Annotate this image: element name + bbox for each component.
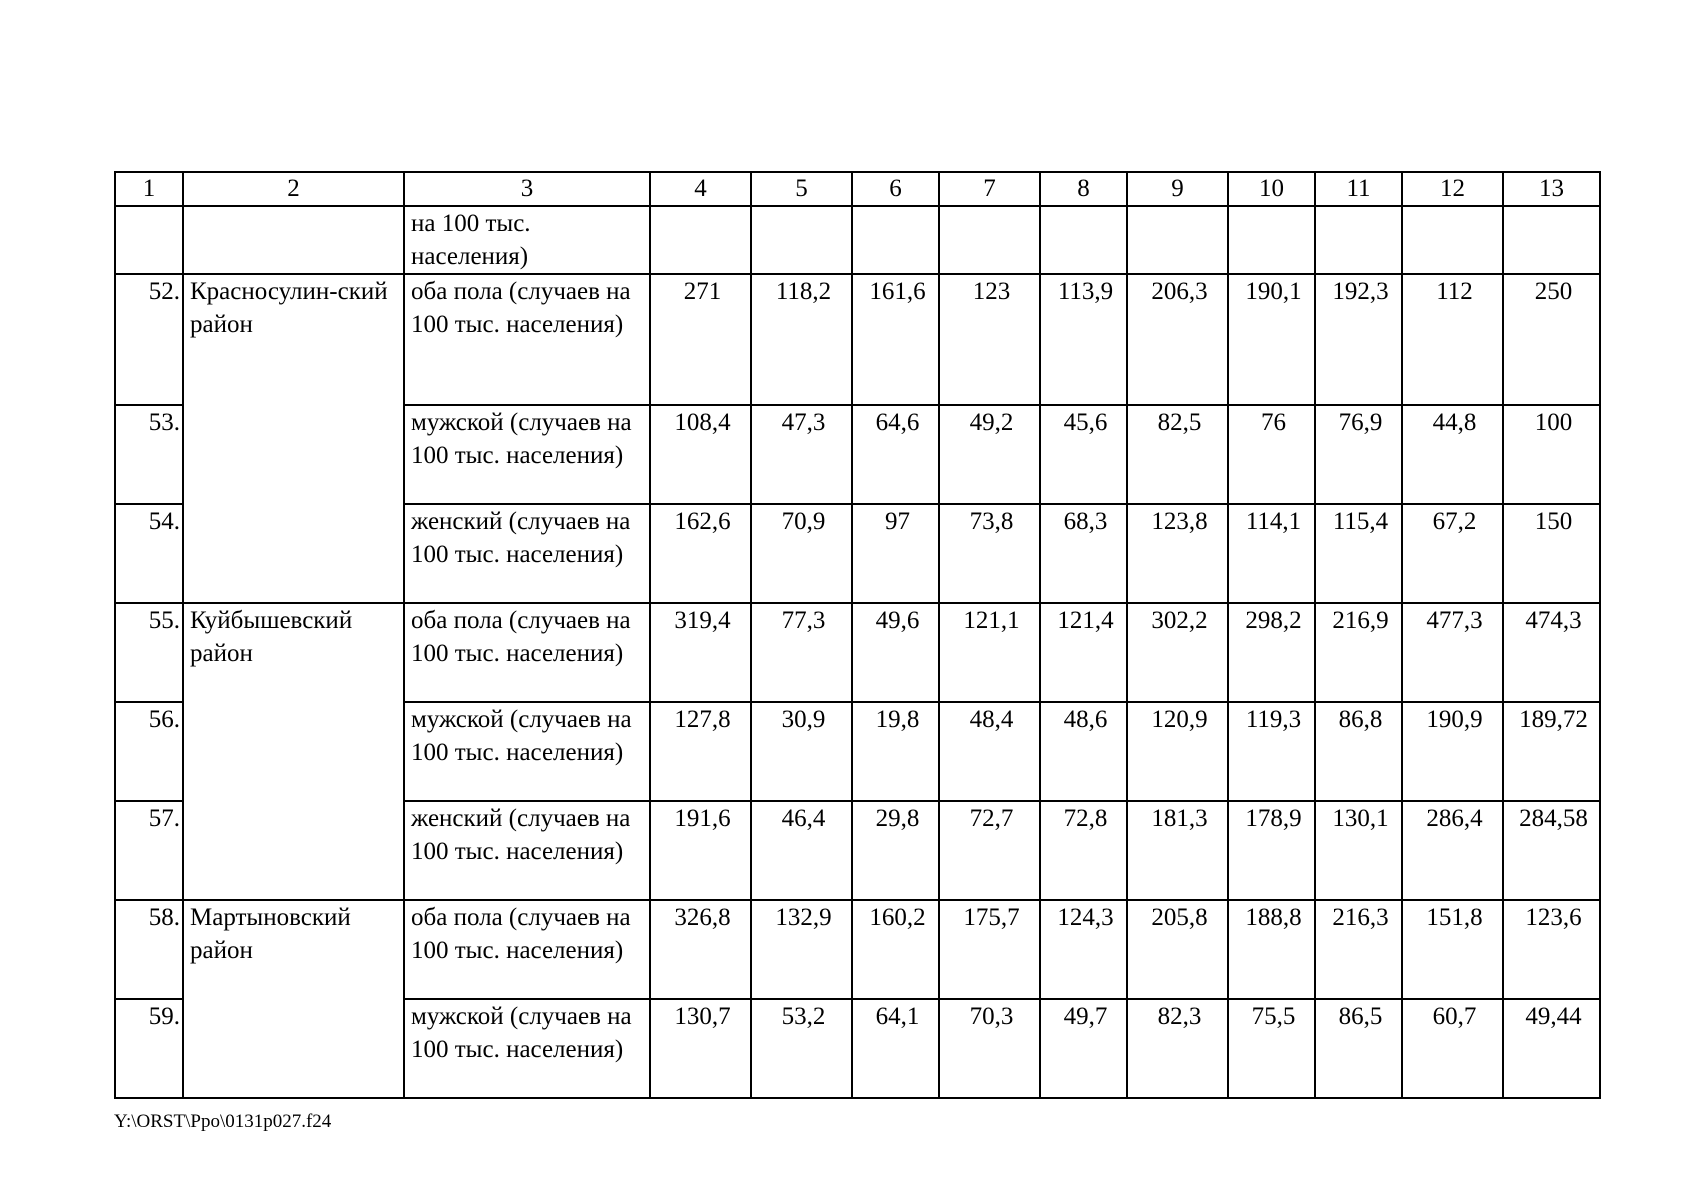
value-cell: 64,6	[852, 405, 939, 504]
value-cell: 115,4	[1315, 504, 1402, 603]
table-row	[115, 274, 1600, 405]
value-cell: 190,9	[1402, 702, 1503, 801]
value-cell: 151,8	[1402, 900, 1503, 999]
value-cell: 130,7	[650, 999, 751, 1098]
value-cell: 49,44	[1503, 999, 1600, 1098]
row-number: 59.	[115, 999, 183, 1098]
row-number	[115, 206, 183, 274]
value-cell: 188,8	[1228, 900, 1315, 999]
value-cell: 60,7	[1402, 999, 1503, 1098]
indicator-description: мужской (случаев на 100 тыс. населения)	[404, 702, 650, 801]
column-number: 8	[1040, 172, 1127, 206]
indicator-description: на 100 тыс. населения)	[404, 206, 650, 274]
value-cell: 49,2	[939, 405, 1040, 504]
value-cell: 191,6	[650, 801, 751, 900]
row-number: 58.	[115, 900, 183, 999]
indicator-description: мужской (случаев на 100 тыс. населения)	[404, 405, 650, 504]
value-cell: 284,58	[1503, 801, 1600, 900]
value-cell: 44,8	[1402, 405, 1503, 504]
district-name: Куйбышевский район	[183, 603, 404, 900]
row-number: 53.	[115, 405, 183, 504]
value-cell	[1402, 206, 1503, 274]
value-cell: 67,2	[1402, 504, 1503, 603]
value-cell: 49,6	[852, 603, 939, 702]
column-number: 2	[183, 172, 404, 206]
value-cell: 119,3	[1228, 702, 1315, 801]
row-number: 52.	[115, 274, 183, 405]
value-cell	[1315, 206, 1402, 274]
column-number-row	[115, 172, 1600, 206]
value-cell: 181,3	[1127, 801, 1228, 900]
value-cell	[1503, 206, 1600, 274]
value-cell: 178,9	[1228, 801, 1315, 900]
value-cell: 118,2	[751, 274, 852, 405]
value-cell: 132,9	[751, 900, 852, 999]
value-cell: 216,3	[1315, 900, 1402, 999]
row-number: 54.	[115, 504, 183, 603]
row-number: 57.	[115, 801, 183, 900]
column-number: 1	[115, 172, 183, 206]
value-cell: 123,6	[1503, 900, 1600, 999]
value-cell: 474,3	[1503, 603, 1600, 702]
value-cell: 250	[1503, 274, 1600, 405]
indicator-description: женский (случаев на 100 тыс. населения)	[404, 801, 650, 900]
value-cell: 120,9	[1127, 702, 1228, 801]
value-cell: 216,9	[1315, 603, 1402, 702]
value-cell: 124,3	[1040, 900, 1127, 999]
value-cell: 73,8	[939, 504, 1040, 603]
statistics-table	[114, 171, 1601, 1099]
value-cell: 86,5	[1315, 999, 1402, 1098]
value-cell: 114,1	[1228, 504, 1315, 603]
column-number: 6	[852, 172, 939, 206]
value-cell: 161,6	[852, 274, 939, 405]
continuation-row	[115, 206, 1600, 274]
value-cell: 127,8	[650, 702, 751, 801]
value-cell: 97	[852, 504, 939, 603]
value-cell: 160,2	[852, 900, 939, 999]
column-number: 9	[1127, 172, 1228, 206]
value-cell: 205,8	[1127, 900, 1228, 999]
column-number: 7	[939, 172, 1040, 206]
indicator-description: оба пола (случаев на 100 тыс. населения)	[404, 603, 650, 702]
value-cell: 53,2	[751, 999, 852, 1098]
value-cell	[751, 206, 852, 274]
value-cell: 206,3	[1127, 274, 1228, 405]
value-cell: 19,8	[852, 702, 939, 801]
value-cell: 302,2	[1127, 603, 1228, 702]
row-number: 55.	[115, 603, 183, 702]
row-number: 56.	[115, 702, 183, 801]
value-cell: 48,4	[939, 702, 1040, 801]
value-cell: 326,8	[650, 900, 751, 999]
value-cell: 130,1	[1315, 801, 1402, 900]
value-cell	[852, 206, 939, 274]
value-cell: 190,1	[1228, 274, 1315, 405]
value-cell: 150	[1503, 504, 1600, 603]
value-cell: 45,6	[1040, 405, 1127, 504]
column-number: 12	[1402, 172, 1503, 206]
value-cell: 82,3	[1127, 999, 1228, 1098]
value-cell: 75,5	[1228, 999, 1315, 1098]
value-cell: 47,3	[751, 405, 852, 504]
value-cell: 112	[1402, 274, 1503, 405]
indicator-description: оба пола (случаев на 100 тыс. населения)	[404, 900, 650, 999]
value-cell: 286,4	[1402, 801, 1503, 900]
value-cell: 76	[1228, 405, 1315, 504]
value-cell: 70,3	[939, 999, 1040, 1098]
indicator-description: женский (случаев на 100 тыс. населения)	[404, 504, 650, 603]
value-cell: 175,7	[939, 900, 1040, 999]
value-cell: 271	[650, 274, 751, 405]
value-cell: 48,6	[1040, 702, 1127, 801]
value-cell: 46,4	[751, 801, 852, 900]
value-cell	[939, 206, 1040, 274]
value-cell: 123,8	[1127, 504, 1228, 603]
value-cell: 162,6	[650, 504, 751, 603]
value-cell: 123	[939, 274, 1040, 405]
column-number: 11	[1315, 172, 1402, 206]
value-cell	[1040, 206, 1127, 274]
value-cell: 72,8	[1040, 801, 1127, 900]
value-cell: 86,8	[1315, 702, 1402, 801]
indicator-description: мужской (случаев на 100 тыс. населения)	[404, 999, 650, 1098]
table-row	[115, 603, 1600, 702]
value-cell: 29,8	[852, 801, 939, 900]
value-cell: 192,3	[1315, 274, 1402, 405]
value-cell: 70,9	[751, 504, 852, 603]
value-cell: 100	[1503, 405, 1600, 504]
file-path-footer: Y:\ORST\Ppo\0131p027.f24	[114, 1111, 332, 1132]
column-number: 10	[1228, 172, 1315, 206]
value-cell	[1228, 206, 1315, 274]
district-name	[183, 206, 404, 274]
column-number: 4	[650, 172, 751, 206]
table-row	[115, 900, 1600, 999]
value-cell: 113,9	[1040, 274, 1127, 405]
value-cell: 64,1	[852, 999, 939, 1098]
column-number: 5	[751, 172, 852, 206]
value-cell	[650, 206, 751, 274]
value-cell: 82,5	[1127, 405, 1228, 504]
value-cell: 76,9	[1315, 405, 1402, 504]
value-cell: 30,9	[751, 702, 852, 801]
value-cell: 49,7	[1040, 999, 1127, 1098]
indicator-description: оба пола (случаев на 100 тыс. населения)	[404, 274, 650, 405]
value-cell: 68,3	[1040, 504, 1127, 603]
value-cell: 189,72	[1503, 702, 1600, 801]
value-cell: 72,7	[939, 801, 1040, 900]
value-cell: 477,3	[1402, 603, 1503, 702]
district-name: Мартыновский район	[183, 900, 404, 1098]
column-number: 13	[1503, 172, 1600, 206]
value-cell: 298,2	[1228, 603, 1315, 702]
column-number: 3	[404, 172, 650, 206]
value-cell: 108,4	[650, 405, 751, 504]
district-name: Красносулин-ский район	[183, 274, 404, 603]
value-cell	[1127, 206, 1228, 274]
value-cell: 77,3	[751, 603, 852, 702]
value-cell: 319,4	[650, 603, 751, 702]
value-cell: 121,4	[1040, 603, 1127, 702]
value-cell: 121,1	[939, 603, 1040, 702]
